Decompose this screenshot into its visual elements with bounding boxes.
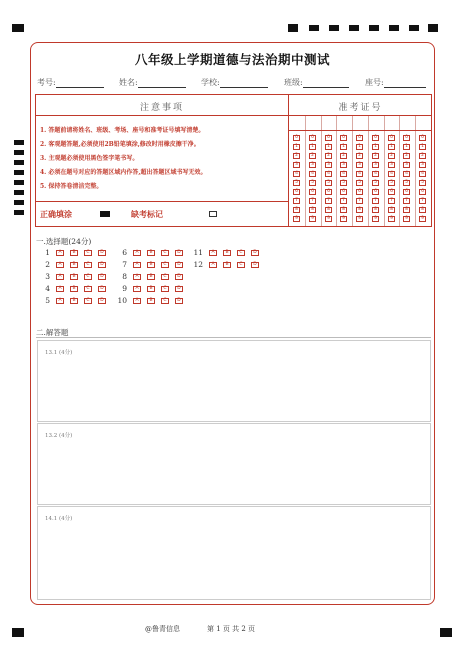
exam-id-column-divider (305, 116, 306, 226)
notice-bottom-divider (36, 201, 288, 202)
exam-id-bubble[interactable]: 8 (340, 207, 347, 213)
choice-bubble[interactable]: B (223, 250, 231, 256)
exam-id-bubble[interactable]: 4 (388, 171, 395, 177)
exam-id-bubble[interactable]: 0 (325, 135, 332, 141)
exam-id-bubble[interactable]: 2 (372, 153, 379, 159)
choice-bubble[interactable]: C (161, 298, 169, 304)
exam-id-write-cell[interactable] (289, 116, 305, 131)
choice-bubble[interactable]: D (175, 250, 183, 256)
exam-id-bubble[interactable]: 9 (356, 216, 363, 222)
choice-bubble[interactable]: C (161, 250, 169, 256)
exam-id-bubble[interactable]: 6 (356, 189, 363, 195)
exam-id-bubble[interactable]: 6 (293, 189, 300, 195)
exam-id-bubble[interactable]: 2 (388, 153, 395, 159)
exam-id-bubble[interactable]: 9 (325, 216, 332, 222)
notice-header: 注意事项 (139, 103, 184, 113)
choice-bubble[interactable]: D (175, 274, 183, 280)
exam-id-bubble[interactable]: 4 (340, 171, 347, 177)
exam-id-bubble[interactable]: 8 (293, 207, 300, 213)
choice-bubble[interactable]: C (84, 250, 92, 256)
exam-id-column-divider (415, 116, 416, 226)
left-side-marks (14, 140, 28, 220)
exam-id-bubble[interactable]: 9 (388, 216, 395, 222)
exam-id-bubble[interactable]: 1 (388, 144, 395, 150)
info-name (119, 77, 186, 88)
answer-box-13-2[interactable] (37, 423, 431, 505)
choice-bubble[interactable]: D (98, 298, 106, 304)
answer-box-14-1[interactable] (37, 506, 431, 600)
exam-id-bubble[interactable]: 0 (340, 135, 347, 141)
exam-id-write-cell[interactable] (321, 116, 337, 131)
choice-bubble[interactable]: A (209, 262, 217, 268)
exam-id-bubble[interactable]: 2 (403, 153, 410, 159)
exam-id-bubble[interactable]: 0 (293, 135, 300, 141)
choice-bubble[interactable]: A (56, 298, 64, 304)
choice-bubble[interactable]: A (209, 250, 217, 256)
choice-bubble[interactable]: D (175, 286, 183, 292)
question-number: 10 (117, 296, 127, 305)
info-label: 姓名: (119, 78, 138, 87)
exam-id-column-divider (399, 116, 400, 226)
exam-id-bubble[interactable]: 2 (293, 153, 300, 159)
exam-id-bubble[interactable]: 1 (419, 144, 426, 150)
top-marks (288, 24, 438, 33)
choice-bubble[interactable]: D (98, 286, 106, 292)
choice-bubble[interactable]: D (98, 262, 106, 268)
correct-fill-label: 正确填涂 (40, 209, 72, 219)
corner-mark-bottom-left (12, 628, 24, 637)
exam-id-bubble[interactable]: 0 (356, 135, 363, 141)
exam-id-bubble[interactable]: 0 (403, 135, 410, 141)
info-class (284, 77, 349, 88)
info-label: 考号: (37, 78, 56, 87)
exam-id-bubble[interactable]: 6 (309, 189, 316, 195)
exam-id-bubble[interactable]: 6 (325, 189, 332, 195)
choice-bubble[interactable]: A (56, 286, 64, 292)
exam-id-bubble[interactable]: 7 (325, 198, 332, 204)
choice-bubble[interactable]: C (84, 274, 92, 280)
info-label: 班级: (284, 78, 303, 87)
footer-page: 第 1 页 共 2 页 (207, 625, 256, 633)
choice-bubble[interactable]: B (223, 262, 231, 268)
question-number: 1 (45, 248, 50, 257)
school-field[interactable] (220, 78, 268, 88)
footer-brand: @鲁青信息 (145, 625, 180, 633)
exam-id-column-divider (321, 116, 322, 226)
exam-id-write-cell[interactable] (368, 116, 384, 131)
exam-id-bubble[interactable]: 7 (419, 198, 426, 204)
page-title: 八年级上学期道德与法治期中测试 (134, 52, 330, 67)
exam-id-bubble[interactable]: 9 (372, 216, 379, 222)
exam-id-bubble[interactable]: 0 (388, 135, 395, 141)
exam-id-bubble[interactable]: 9 (403, 216, 410, 222)
exam-id-bubble[interactable]: 5 (372, 180, 379, 186)
choice-bubble[interactable]: B (70, 274, 78, 280)
seat-field[interactable] (384, 78, 426, 88)
exam-id-bubble[interactable]: 0 (419, 135, 426, 141)
exam-id-header: 准考证号 (338, 103, 383, 113)
exam-id-bubble[interactable]: 6 (372, 189, 379, 195)
exam-id-bubble[interactable]: 2 (419, 153, 426, 159)
choice-bubble[interactable]: D (251, 250, 259, 256)
exam-id-bubble[interactable]: 3 (325, 162, 332, 168)
exam-id-bubble[interactable]: 3 (356, 162, 363, 168)
notice-line: 3. 主观题必须使用黑色签字笔书写。 (40, 155, 139, 162)
choice-bubble[interactable]: D (175, 298, 183, 304)
exam-id-bubble[interactable]: 8 (372, 207, 379, 213)
choice-bubble[interactable]: B (70, 286, 78, 292)
exam-id-write-cell[interactable] (336, 116, 352, 131)
choice-bubble[interactable]: B (147, 262, 155, 268)
exam-id-bubble[interactable]: 4 (325, 171, 332, 177)
choice-bubble[interactable]: D (251, 262, 259, 268)
choice-bubble[interactable]: A (133, 298, 141, 304)
exam-id-bubble[interactable]: 4 (356, 171, 363, 177)
absent-mark-checkbox[interactable] (209, 211, 217, 217)
exam-id-bubble[interactable]: 3 (293, 162, 300, 168)
choice-bubble[interactable]: A (56, 262, 64, 268)
question-number: 2 (45, 260, 50, 269)
exam-id-write-cell[interactable] (352, 116, 368, 131)
question-number: 5 (45, 296, 50, 305)
choice-bubble[interactable]: B (147, 250, 155, 256)
choice-bubble[interactable]: B (70, 298, 78, 304)
question-number: 11 (193, 248, 203, 257)
exam-id-bubble[interactable]: 7 (372, 198, 379, 204)
exam-id-bubble[interactable]: 2 (325, 153, 332, 159)
exam-id-bubble[interactable]: 9 (293, 216, 300, 222)
exam-id-bubble[interactable]: 9 (309, 216, 316, 222)
exam-id-bubble[interactable]: 8 (325, 207, 332, 213)
exam-id-bubble[interactable]: 5 (388, 180, 395, 186)
info-exam-no (37, 77, 104, 88)
exam-id-bubble[interactable]: 7 (293, 198, 300, 204)
exam-id-write-cell[interactable] (384, 116, 400, 131)
exam-id-bubble[interactable]: 7 (356, 198, 363, 204)
question-label: 13.1 (4分) (45, 350, 73, 356)
notice-line: 2. 客观题答题,必须使用2B铅笔填涂,修改时用橡皮擦干净。 (40, 141, 200, 148)
exam-id-bubble[interactable]: 6 (419, 189, 426, 195)
choice-bubble[interactable]: D (175, 262, 183, 268)
exam-id-bubble[interactable]: 1 (293, 144, 300, 150)
exam-id-bubble[interactable]: 9 (419, 216, 426, 222)
choice-bubble[interactable]: C (237, 262, 245, 268)
absent-mark-label: 缺考标记 (131, 209, 163, 219)
answer-section-title: 二.解答题 (36, 328, 69, 337)
exam-id-bubble[interactable]: 8 (403, 207, 410, 213)
exam-id-bubble[interactable]: 0 (309, 135, 316, 141)
exam-id-bubble[interactable]: 4 (403, 171, 410, 177)
choice-grid (36, 250, 336, 310)
notice-line: 1. 答题前请将姓名、班级、考场、座号和准考证号填写清楚。 (40, 127, 205, 134)
exam-no-field[interactable] (56, 78, 104, 88)
exam-id-column-divider (368, 116, 369, 226)
choice-bubble[interactable]: A (133, 286, 141, 292)
exam-id-bubble[interactable]: 7 (388, 198, 395, 204)
info-school (201, 77, 268, 88)
notice-line: 4. 必须在题号对应的答题区域内作答,超出答题区域书写无效。 (40, 169, 207, 176)
exam-id-bubble[interactable]: 6 (340, 189, 347, 195)
info-label: 学校: (201, 78, 220, 87)
exam-id-bubble[interactable]: 6 (403, 189, 410, 195)
exam-id-bubble[interactable]: 0 (372, 135, 379, 141)
choice-bubble[interactable]: B (147, 274, 155, 280)
notice-panel (35, 94, 432, 227)
question-label: 13.2 (4分) (45, 433, 73, 439)
choice-bubble[interactable]: A (56, 274, 64, 280)
exam-id-bubble[interactable]: 1 (356, 144, 363, 150)
exam-id-write-cell[interactable] (305, 116, 321, 131)
exam-id-bubble[interactable]: 5 (340, 180, 347, 186)
choice-section-title: 一.选择题(24分) (36, 237, 92, 246)
question-number: 8 (122, 272, 127, 281)
choice-bubble[interactable]: A (133, 250, 141, 256)
corner-mark-bottom-right (440, 628, 452, 637)
choice-bubble[interactable]: C (84, 286, 92, 292)
exam-id-bubble[interactable]: 3 (403, 162, 410, 168)
exam-id-bubble[interactable]: 1 (325, 144, 332, 150)
exam-id-column-divider (352, 116, 353, 226)
exam-id-bubble[interactable]: 6 (388, 189, 395, 195)
question-number: 3 (45, 272, 50, 281)
exam-id-bubble[interactable]: 7 (340, 198, 347, 204)
choice-bubble[interactable]: B (70, 262, 78, 268)
exam-id-bubble[interactable]: 5 (419, 180, 426, 186)
choice-bubble[interactable]: C (161, 286, 169, 292)
exam-id-bubble[interactable]: 1 (403, 144, 410, 150)
question-number: 9 (122, 284, 127, 293)
choice-bubble[interactable]: C (237, 250, 245, 256)
choice-bubble[interactable]: C (161, 262, 169, 268)
exam-id-bubble[interactable]: 1 (372, 144, 379, 150)
correct-fill-sample (100, 211, 110, 217)
question-number: 4 (45, 284, 50, 293)
exam-id-bubble[interactable]: 5 (309, 180, 316, 186)
exam-id-bubble[interactable]: 4 (293, 171, 300, 177)
choice-bubble[interactable]: A (133, 262, 141, 268)
exam-id-bubble[interactable]: 4 (309, 171, 316, 177)
exam-id-bubble[interactable]: 8 (309, 207, 316, 213)
choice-bubble[interactable]: C (161, 274, 169, 280)
question-number: 6 (122, 248, 127, 257)
exam-id-write-cell[interactable] (399, 116, 415, 131)
choice-bubble[interactable]: B (147, 286, 155, 292)
exam-id-bubble[interactable]: 3 (372, 162, 379, 168)
exam-id-bubble[interactable]: 5 (356, 180, 363, 186)
exam-id-write-cell[interactable] (415, 116, 431, 131)
choice-bubble[interactable]: B (70, 250, 78, 256)
notice-line: 5. 保持答卷清洁完整。 (40, 183, 103, 190)
answer-box-13-1[interactable] (37, 340, 431, 422)
exam-id-bubble[interactable]: 2 (340, 153, 347, 159)
choice-bubble[interactable]: D (98, 250, 106, 256)
exam-id-bubble[interactable]: 7 (403, 198, 410, 204)
choice-bubble[interactable]: C (84, 298, 92, 304)
corner-mark-top-left (12, 24, 24, 32)
question-number: 7 (122, 260, 127, 269)
answer-section-divider (36, 337, 431, 338)
choice-bubble[interactable]: C (84, 262, 92, 268)
exam-id-column-divider (336, 116, 337, 226)
info-seat (365, 77, 426, 88)
exam-id-bubble[interactable]: 3 (340, 162, 347, 168)
exam-id-bubble[interactable]: 8 (419, 207, 426, 213)
exam-id-grid (289, 116, 431, 226)
question-label: 14.1 (4分) (45, 516, 73, 522)
exam-id-bubble[interactable]: 4 (419, 171, 426, 177)
exam-id-bubble[interactable]: 8 (356, 207, 363, 213)
exam-id-column-divider (384, 116, 385, 226)
choice-bubble[interactable]: B (147, 298, 155, 304)
choice-bubble[interactable]: D (98, 274, 106, 280)
exam-id-bubble[interactable]: 3 (419, 162, 426, 168)
exam-id-bubble[interactable]: 3 (309, 162, 316, 168)
exam-id-bubble[interactable]: 7 (309, 198, 316, 204)
exam-id-bubble[interactable]: 5 (403, 180, 410, 186)
exam-id-bubble[interactable]: 2 (309, 153, 316, 159)
exam-id-bubble[interactable]: 5 (325, 180, 332, 186)
exam-id-bubble[interactable]: 2 (356, 153, 363, 159)
exam-id-bubble[interactable]: 3 (388, 162, 395, 168)
choice-bubble[interactable]: A (133, 274, 141, 280)
class-field[interactable] (303, 78, 349, 88)
question-number: 12 (193, 260, 203, 269)
exam-id-bubble[interactable]: 8 (388, 207, 395, 213)
choice-bubble[interactable]: A (56, 250, 64, 256)
exam-id-bubble[interactable]: 1 (340, 144, 347, 150)
exam-id-bubble[interactable]: 9 (340, 216, 347, 222)
exam-id-bubble[interactable]: 5 (293, 180, 300, 186)
info-label: 座号: (365, 78, 384, 87)
exam-id-bubble[interactable]: 4 (372, 171, 379, 177)
name-field[interactable] (138, 78, 186, 88)
exam-id-bubble[interactable]: 1 (309, 144, 316, 150)
